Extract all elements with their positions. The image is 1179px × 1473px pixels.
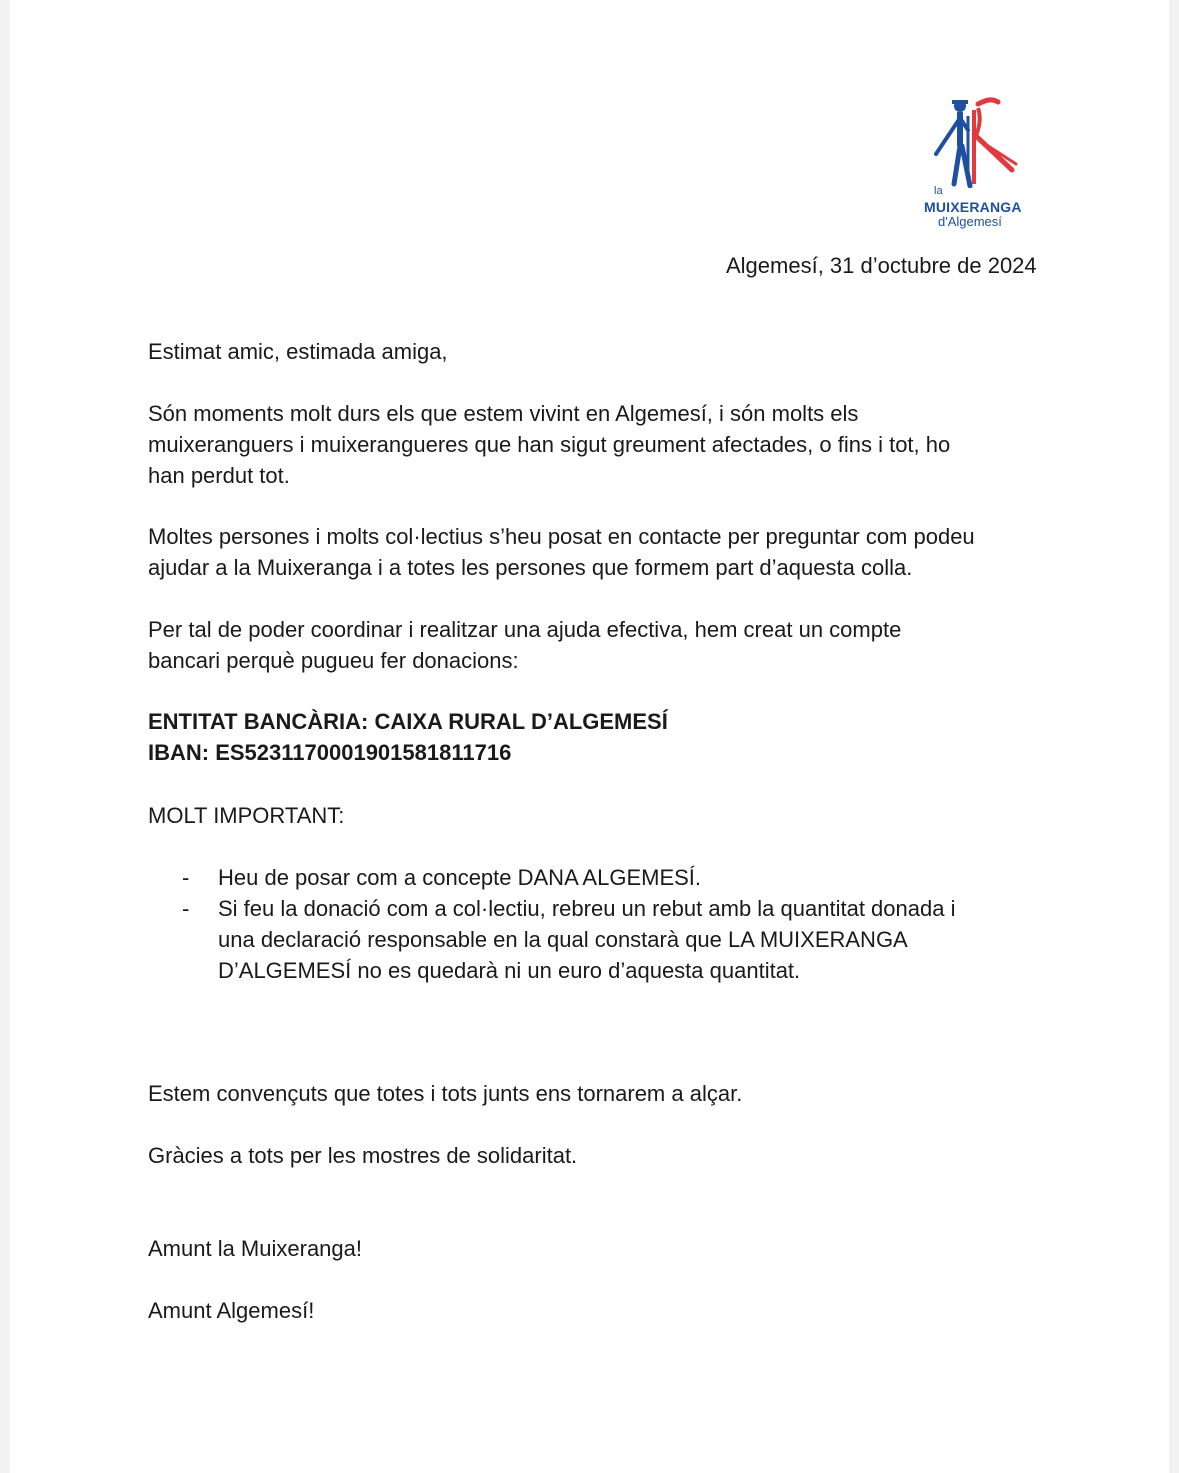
greeting: Estimat amic, estimada amiga, — [148, 339, 448, 364]
letter-page — [10, 0, 1169, 1473]
signoff-muixeranga: Amunt la Muixeranga! — [148, 1236, 362, 1261]
bullet-dash: - — [182, 865, 190, 890]
paragraph-line: muixeranguers i muixerangueres que han sigut greument afectades, o fins i tot, ho — [148, 432, 951, 457]
logo-name: MUIXERANGA — [924, 199, 1022, 215]
bullet-line: D’ALGEMESÍ no es quedarà ni un euro d’aquesta quantitat. — [218, 958, 801, 983]
bullet-line: Si feu la donació com a col·lectiu, rebreu un rebut amb la quantitat donada i — [218, 896, 956, 921]
paragraph-account — [148, 614, 901, 676]
bullet-dash: - — [182, 896, 190, 921]
paragraph-contact — [148, 521, 975, 583]
logo-prefix: la — [934, 185, 943, 197]
paragraph-line: han perdut tot. — [148, 463, 290, 488]
bullet-item: Heu de posar com a concepte DANA ALGEMESÍ. — [218, 865, 702, 890]
bullet-item — [218, 893, 955, 986]
muixeranga-logo — [916, 96, 1036, 236]
paragraph-line: Moltes persones i molts col·lectius s’heu posat en contacte per preguntar com podeu — [148, 524, 975, 549]
letter-date: Algemesí, 31 d’octubre de 2024 — [726, 253, 1037, 278]
paragraph-situation — [148, 398, 950, 491]
signoff-algemesi: Amunt Algemesí! — [148, 1298, 315, 1323]
important-heading: MOLT IMPORTANT: — [148, 803, 345, 828]
paragraph-line: Són moments molt durs els que estem vivint en Algemesí, i són molts els — [148, 401, 859, 426]
paragraph-line: ajudar a la Muixeranga i a totes les persones que formem part d’aquesta colla. — [148, 555, 913, 580]
paragraph-line: Per tal de poder coordinar i realitzar una ajuda efectiva, hem creat un compte — [148, 617, 902, 642]
bank-iban: IBAN: ES5231170001901581811716 — [148, 740, 512, 765]
muixeranga-figure-icon — [916, 96, 1036, 188]
bullet-line: una declaració responsable en la qual constarà que LA MUIXERANGA — [218, 927, 908, 952]
thanks-line: Gràcies a tots per les mostres de solidaritat. — [148, 1143, 578, 1168]
paragraph-line: bancari perquè pugueu fer donacions: — [148, 648, 519, 673]
closing-line: Estem convençuts que totes i tots junts ens tornarem a alçar. — [148, 1081, 743, 1106]
bank-entity: ENTITAT BANCÀRIA: CAIXA RURAL D’ALGEMESÍ — [148, 709, 668, 734]
bank-details — [148, 706, 668, 768]
logo-place: d'Algemesí — [938, 214, 1002, 229]
